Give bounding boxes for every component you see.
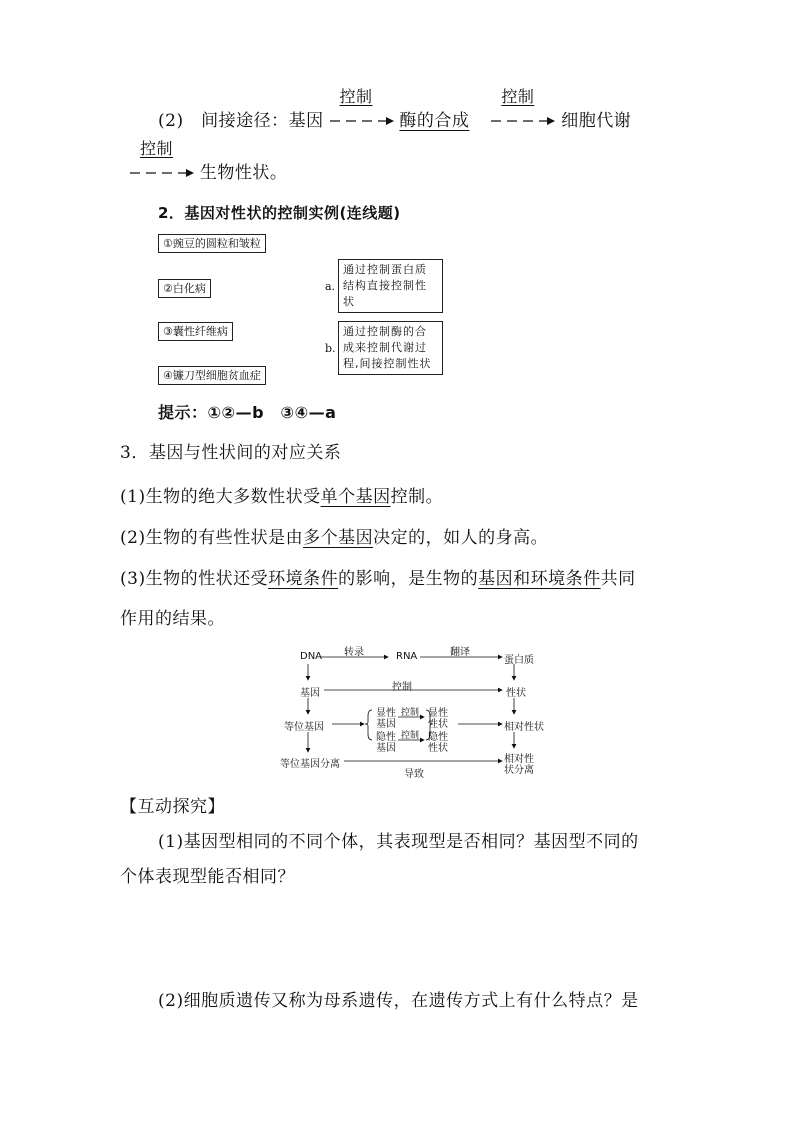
dom-gene-1: 显性	[376, 708, 396, 719]
relative-separation-2: 状分离	[504, 765, 534, 776]
para-3-cont: 作用的结果。	[120, 609, 225, 629]
dom-gene-2: 基因	[376, 719, 396, 730]
question-1b: 个体表现型能否相同？	[120, 867, 295, 887]
section3-title: 3．基因与性状间的对应关系	[120, 443, 342, 463]
allele-separation-label: 等位基因分离	[280, 759, 340, 770]
protein-label: 蛋白质	[504, 655, 534, 666]
rec-gene-2: 基因	[376, 743, 396, 754]
biological-trait: 生物性状。	[199, 163, 288, 183]
para-3	[120, 562, 636, 596]
option-b-mark: b.	[325, 342, 336, 355]
dom-trait-2: 性状	[428, 719, 448, 730]
gene-label: 基因	[300, 688, 320, 699]
cell-metabolism: 细胞代谢	[561, 111, 632, 131]
option-b-box: 通过控制酶的合成来控制代谢过程,间接控制性状	[338, 321, 443, 375]
allele-label: 等位基因	[284, 722, 324, 733]
rna-label: RNA	[396, 651, 418, 662]
text: (1)生物的绝大多数性状受	[120, 487, 321, 507]
para-1	[120, 480, 443, 514]
arrow-icon	[130, 168, 194, 178]
control-arrow-3	[130, 139, 194, 180]
rec-gene-1: 隐性	[376, 732, 396, 743]
section2-title: 2．基因对性状的控制实例(连线题)	[158, 204, 401, 222]
indirect-prefix: (2) 间接途径：基因	[158, 111, 324, 131]
option-a-mark: a.	[325, 280, 336, 293]
gene-flowchart	[280, 640, 580, 780]
text: (3)生物的性状还受	[120, 569, 269, 589]
text: 的影响，是生物的	[338, 569, 479, 589]
text: (2)生物的有些性状是由	[120, 528, 304, 548]
item-3: ③囊性纤维病	[158, 322, 233, 341]
arrow-label: 控制	[339, 87, 373, 106]
item-1: ①豌豆的圆粒和皱粒	[158, 234, 266, 253]
hint: 提示：①②—b ③④—a	[158, 403, 337, 422]
arrow-label: 控制	[140, 139, 174, 158]
item-4: ④镰刀型细胞贫血症	[158, 366, 266, 385]
control-arrow-1	[330, 87, 394, 128]
rec-trait-1: 隐性	[428, 732, 448, 743]
blank-answer: 基因和环境条件	[478, 569, 601, 589]
relative-trait-label: 相对性状	[504, 722, 544, 733]
para-2	[120, 521, 548, 555]
indirect-pathway-line-2	[130, 139, 288, 183]
question-1a: (1)基因型相同的不同个体，其表现型是否相同？基因型不同的	[158, 832, 639, 852]
arrow-label: 控制	[501, 87, 535, 106]
text: 共同	[600, 569, 636, 589]
blank-answer: 环境条件	[268, 569, 339, 589]
transcribe-label: 转录	[344, 647, 364, 658]
relative-separation-1: 相对性	[504, 754, 534, 765]
enzyme-synthesis: 酶的合成	[399, 111, 470, 131]
text: 控制。	[390, 487, 444, 507]
lead-label: 导致	[404, 769, 424, 780]
blank-answer: 多个基因	[303, 528, 374, 548]
explore-title: 【互动探究】	[120, 797, 225, 817]
question-2: (2)细胞质遗传又称为母系遗传，在遗传方式上有什么特点？是	[158, 991, 639, 1011]
arrow-icon	[491, 116, 555, 126]
arrow-icon	[330, 116, 394, 126]
control-label-2: 控制	[401, 708, 420, 718]
control-arrow-2	[491, 87, 555, 128]
option-a-box: 通过控制蛋白质结构直接控制性状	[338, 259, 443, 313]
indirect-pathway-line	[158, 87, 632, 131]
control-label-3: 控制	[401, 731, 420, 741]
dna-label: DNA	[300, 651, 323, 662]
trait-label: 性状	[506, 688, 526, 699]
translate-label: 翻译	[450, 647, 470, 658]
blank-answer: 单个基因	[320, 487, 391, 507]
item-2: ②白化病	[158, 279, 211, 298]
text: 决定的，如人的身高。	[373, 528, 549, 548]
dom-trait-1: 显性	[428, 708, 448, 719]
rec-trait-2: 性状	[428, 743, 448, 754]
control-label: 控制	[392, 682, 412, 693]
